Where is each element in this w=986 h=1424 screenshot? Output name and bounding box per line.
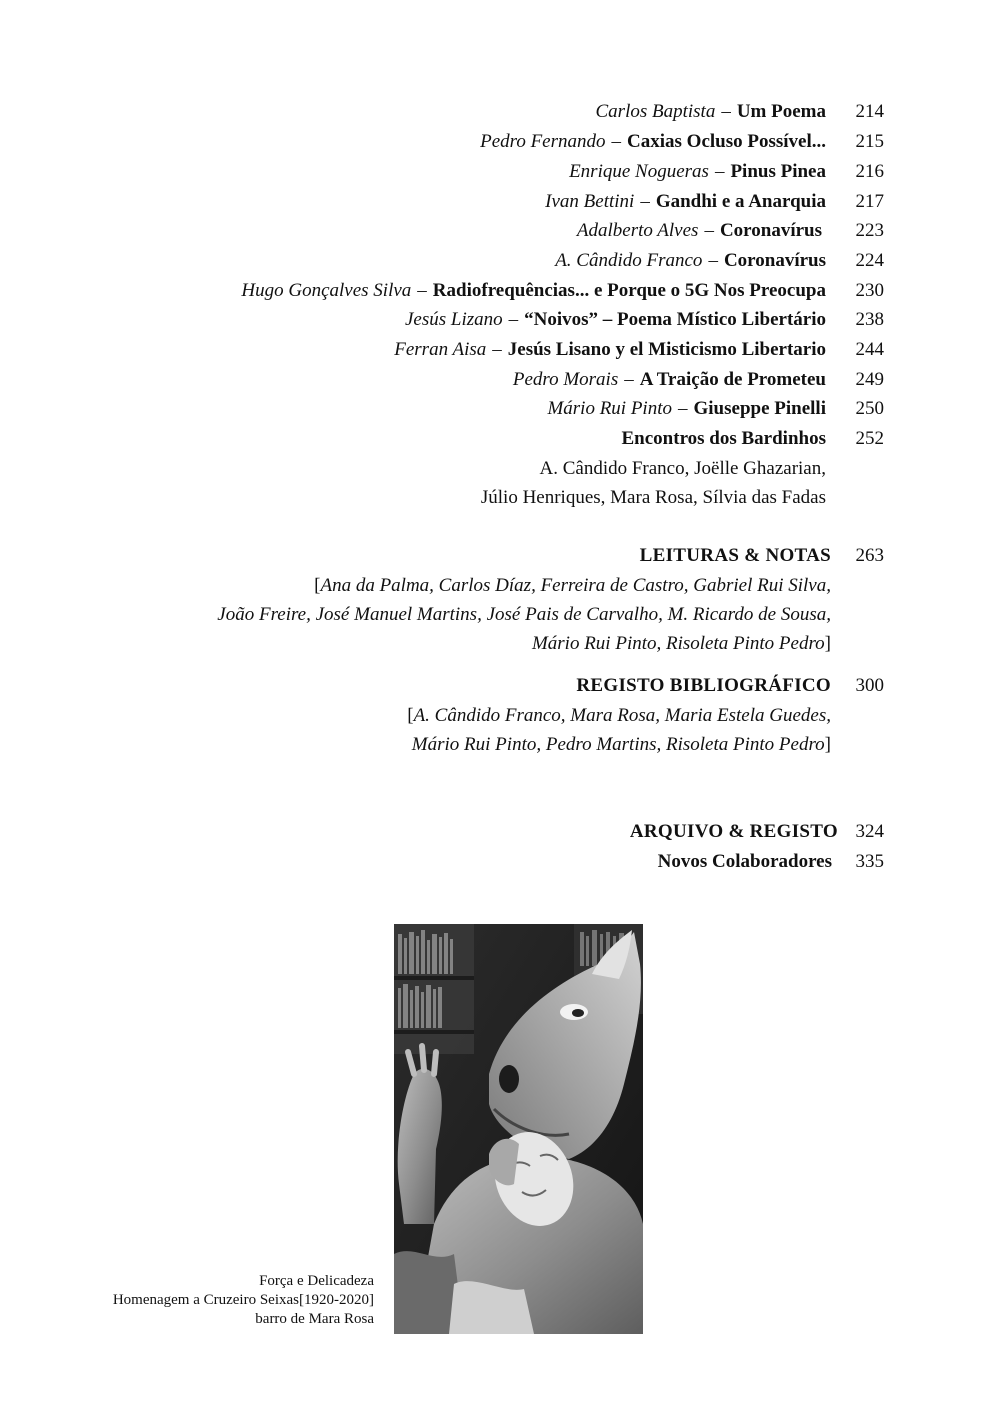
entry-page-number: 244 (855, 339, 884, 360)
entry-page-number: 215 (855, 131, 884, 152)
entry-author: Enrique Nogueras (569, 161, 709, 182)
entry-title: A Traição de Prometeu (639, 369, 826, 390)
names-text: Mário Rui Pinto, Risoleta Pinto Pedro (531, 633, 825, 654)
entry-author: Pedro Fernando (480, 131, 606, 152)
section-page-number: 263 (855, 545, 884, 566)
section-heading-colaboradores: Novos Colaboradores (657, 851, 832, 872)
entry-title: Giuseppe Pinelli (693, 398, 826, 419)
entry-author: Ferran Aisa (394, 339, 487, 360)
toc-entry (0, 305, 986, 335)
entry-separator: – (708, 250, 718, 271)
entry-separator: – (611, 131, 622, 152)
caption-line: Homenagem a Cruzeiro Seixas[1920-2020] (112, 1292, 374, 1308)
section-heading-leituras: LEITURAS & NOTAS (639, 545, 831, 566)
close-bracket: ] (824, 633, 831, 654)
open-bracket: [ (407, 705, 414, 726)
registo-names-line (412, 730, 831, 759)
entry-author: Mário Rui Pinto (547, 398, 672, 419)
section-page-number: 335 (855, 851, 884, 872)
open-bracket: [ (314, 575, 321, 596)
section-page-number: 300 (855, 675, 884, 696)
toc-entry (0, 276, 986, 306)
entry-separator: – (714, 161, 725, 182)
entry-separator: – (678, 398, 688, 419)
entry-title: Coronavírus (723, 250, 826, 271)
entry-author: Jesús Lizano (405, 309, 503, 330)
entry-author: A. Cândido Franco (555, 250, 703, 271)
entry-title: Pinus Pinea (730, 161, 826, 182)
encontros-authors-line: Júlio Henriques, Mara Rosa, Sílvia das Fadas (480, 487, 826, 508)
caption-line: Força e Delicadeza (259, 1273, 374, 1289)
entry-title: Gandhi e a Anarquia (655, 191, 826, 212)
entry-separator: – (624, 369, 634, 390)
entry-page-number: 216 (855, 161, 884, 182)
section-heading-registo: REGISTO BIBLIOGRÁFICO (576, 675, 831, 696)
entry-page-number: 217 (855, 191, 884, 212)
entry-separator: – (492, 339, 502, 360)
entry-page-number: 223 (855, 220, 884, 241)
leituras-names-line (532, 629, 831, 658)
toc-entry (0, 127, 986, 157)
entry-page-number: 224 (855, 250, 884, 271)
close-bracket: ] (824, 734, 831, 755)
entry-title: Radiofrequências... e Porque o 5G Nos Preocupa (432, 280, 826, 301)
section-heading-arquivo: ARQUIVO & REGISTO (629, 821, 838, 842)
entry-title: “Noivos” – Poema Místico Libertário (524, 309, 826, 330)
entry-author: Adalberto Alves (576, 220, 699, 241)
toc-entry (0, 157, 986, 187)
toc-entry (0, 187, 986, 217)
entry-title: Um Poema (736, 101, 826, 122)
entry-page-number: 249 (855, 369, 884, 390)
section-page-number: 324 (855, 821, 884, 842)
entry-separator: – (640, 191, 650, 212)
toc-entry (0, 216, 986, 246)
entry-separator: – (721, 101, 731, 122)
entry-author: Pedro Morais (512, 369, 619, 390)
entry-page-number: 250 (855, 398, 884, 419)
entry-author: Hugo Gonçalves Silva (241, 280, 412, 301)
leituras-names-line (314, 571, 831, 600)
sculpture-photo-illustration (394, 924, 643, 1334)
caption-line: barro de Mara Rosa (255, 1311, 374, 1327)
encontros-authors-line: A. Cândido Franco, Joëlle Ghazarian, (539, 458, 826, 479)
registo-names-line (407, 701, 831, 730)
toc-entry (0, 335, 986, 365)
names-text: Ana da Palma, Carlos Díaz, Ferreira de Castro, Gabriel Rui Silva, (320, 575, 831, 596)
entry-separator: – (508, 309, 519, 330)
names-text: A. Cândido Franco, Mara Rosa, Maria Estela Guedes, (413, 705, 831, 726)
entry-title: Encontros dos Bardinhos (621, 428, 826, 449)
entry-author: Carlos Baptista (595, 101, 716, 122)
entry-page-number: 230 (855, 280, 884, 301)
photo-caption (113, 1272, 374, 1329)
entry-separator: – (417, 280, 427, 301)
names-text: Mário Rui Pinto, Pedro Martins, Risoleta Pinto Pedro (411, 734, 825, 755)
entry-page-number: 214 (855, 101, 884, 122)
entry-page-number: 252 (855, 428, 884, 449)
toc-entry (0, 246, 986, 276)
toc-entry-encontros (0, 424, 986, 454)
leituras-names-line: João Freire, José Manuel Martins, José Pais de Carvalho, M. Ricardo de Sousa, (217, 604, 831, 625)
entry-title: Coronavírus (719, 220, 822, 241)
toc-entry (0, 394, 986, 424)
entry-page-number: 238 (855, 309, 884, 330)
toc-entry (0, 97, 986, 127)
entry-separator: – (704, 220, 714, 241)
sculpture-photo (394, 924, 643, 1334)
entry-title: Jesús Lisano y el Misticismo Libertario (507, 339, 826, 360)
entry-title: Caxias Ocluso Possível... (627, 131, 826, 152)
entry-author: Ivan Bettini (545, 191, 635, 212)
toc-entry (0, 365, 986, 395)
